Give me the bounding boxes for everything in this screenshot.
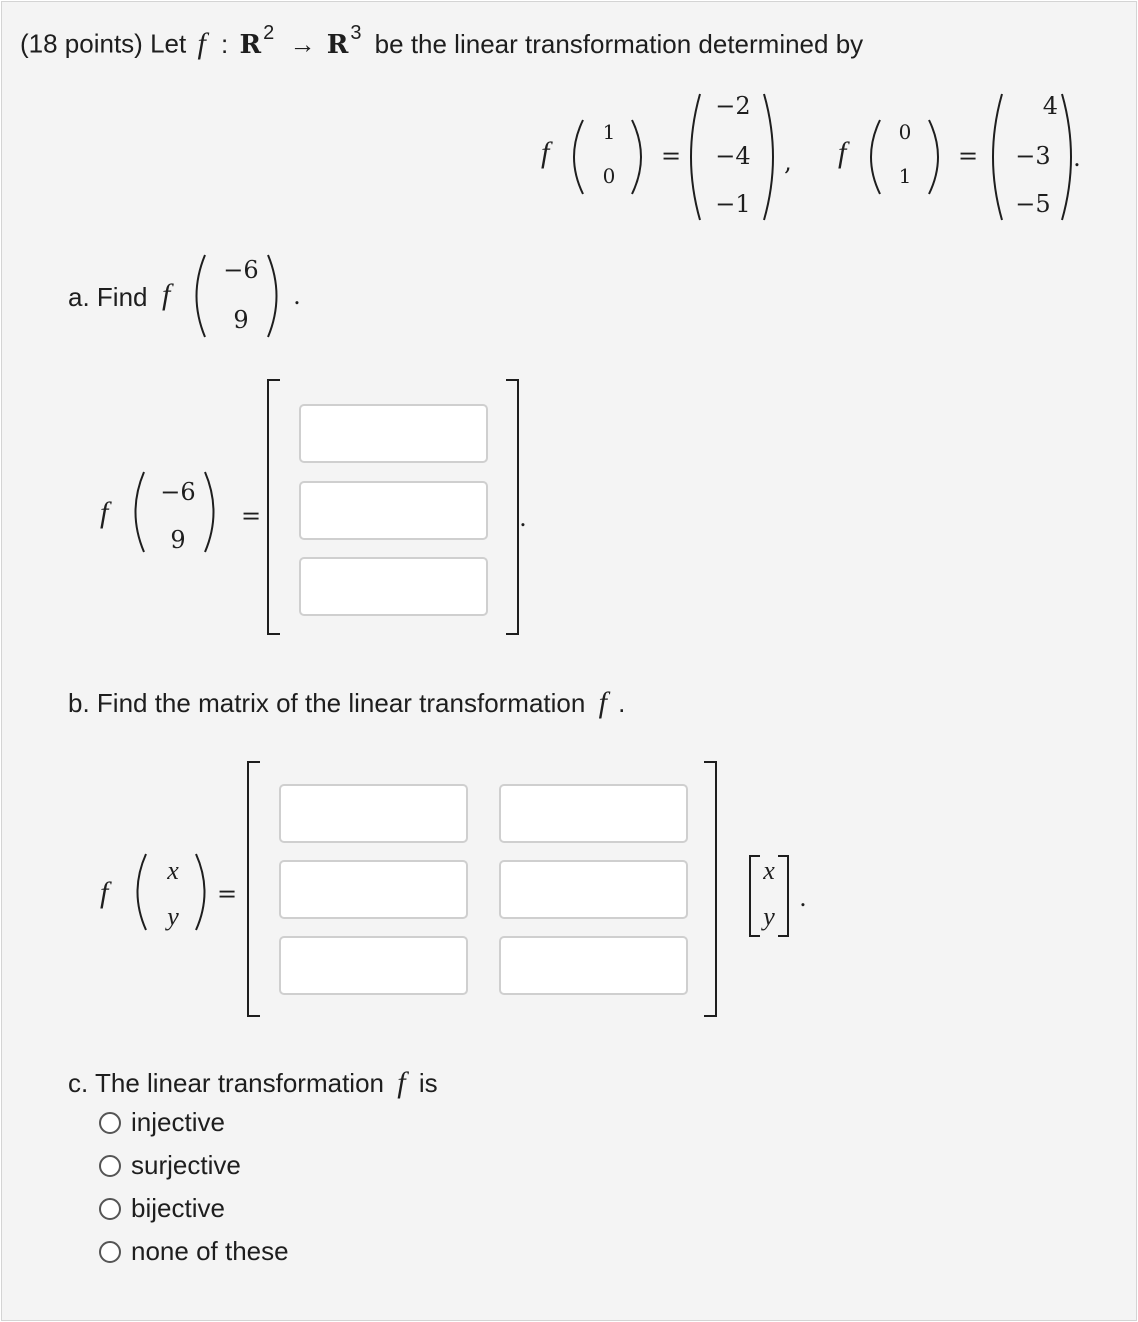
col-var-x: x [763, 856, 775, 885]
domain-exponent: 2 [263, 22, 275, 44]
part-b-period: . [618, 688, 626, 718]
codomain-space: R [326, 29, 349, 60]
part-a-vec-bottom: 9 [233, 306, 249, 334]
e2-input-top: 0 [898, 120, 912, 144]
matrix-input-r1c2[interactable] [499, 784, 688, 843]
option-none-label[interactable]: none of these [131, 1236, 289, 1266]
part-c-label-end: is [418, 1068, 438, 1098]
comma: , [784, 148, 792, 176]
matrix-input-r3c2[interactable] [499, 936, 688, 995]
codomain-exponent: 3 [350, 22, 362, 44]
domain-space: R [239, 29, 262, 60]
equals-1: = [660, 142, 682, 170]
part-a-vec-top: −6 [223, 256, 259, 284]
part-c-prompt [68, 1066, 438, 1100]
part-a2-vec-bottom: 9 [170, 526, 186, 554]
part-c-label: c. The linear transformation [68, 1068, 384, 1098]
part-a-answer-period: . [519, 504, 527, 532]
arrow-icon: → [289, 28, 316, 59]
option-bijective-label[interactable]: bijective [131, 1193, 225, 1223]
f-symbol-b2: f [100, 876, 109, 909]
f-symbol-b: f [598, 686, 607, 719]
function-symbol: f [197, 26, 206, 60]
radio-injective[interactable] [99, 1112, 121, 1134]
e1-output-1: −2 [715, 92, 751, 120]
definition-period: . [1073, 144, 1081, 172]
e2-input-bottom: 1 [898, 164, 912, 188]
part-b-label: b. Find the matrix of the linear transformation [68, 688, 586, 718]
part-a-label: a. Find [68, 282, 148, 312]
matrix-input-r2c2[interactable] [499, 860, 688, 919]
matrix-input-r1c1[interactable] [279, 784, 468, 843]
f-symbol-c: f [397, 1066, 406, 1099]
var-x: x [167, 856, 179, 885]
header-suffix: be the linear transformation determined by [374, 28, 864, 59]
part-a-equals: = [240, 502, 262, 530]
header-prefix: (18 points) Let [20, 28, 187, 59]
equals-2: = [957, 142, 979, 170]
part-b-equals: = [216, 880, 238, 908]
radio-surjective[interactable] [99, 1155, 121, 1177]
f-symbol-a: f [162, 278, 171, 311]
e2-output-1: 4 [1042, 92, 1058, 120]
f-symbol-a2: f [100, 496, 109, 529]
f-symbol-2: f [838, 136, 847, 169]
e1-input-top: 1 [602, 120, 616, 144]
part-a-period: . [293, 282, 301, 310]
radio-none-of-these[interactable] [99, 1241, 121, 1263]
matrix-input-r2c1[interactable] [279, 860, 468, 919]
matrix-input-r3c1[interactable] [279, 936, 468, 995]
e1-input-bottom: 0 [602, 164, 616, 188]
e2-output-3: −5 [1015, 190, 1051, 218]
part-a2-vec-top: −6 [160, 478, 196, 506]
e2-output-2: −3 [1015, 142, 1051, 170]
e1-output-3: −1 [715, 190, 751, 218]
f-symbol-1: f [541, 136, 550, 169]
col-var-y: y [763, 902, 775, 931]
option-surjective-label[interactable]: surjective [131, 1150, 241, 1180]
option-injective-label[interactable]: injective [131, 1107, 225, 1137]
part-b-answer-period: . [799, 884, 807, 912]
colon: : [221, 28, 229, 59]
var-y: y [167, 902, 179, 931]
radio-bijective[interactable] [99, 1198, 121, 1220]
e1-output-2: −4 [715, 142, 751, 170]
